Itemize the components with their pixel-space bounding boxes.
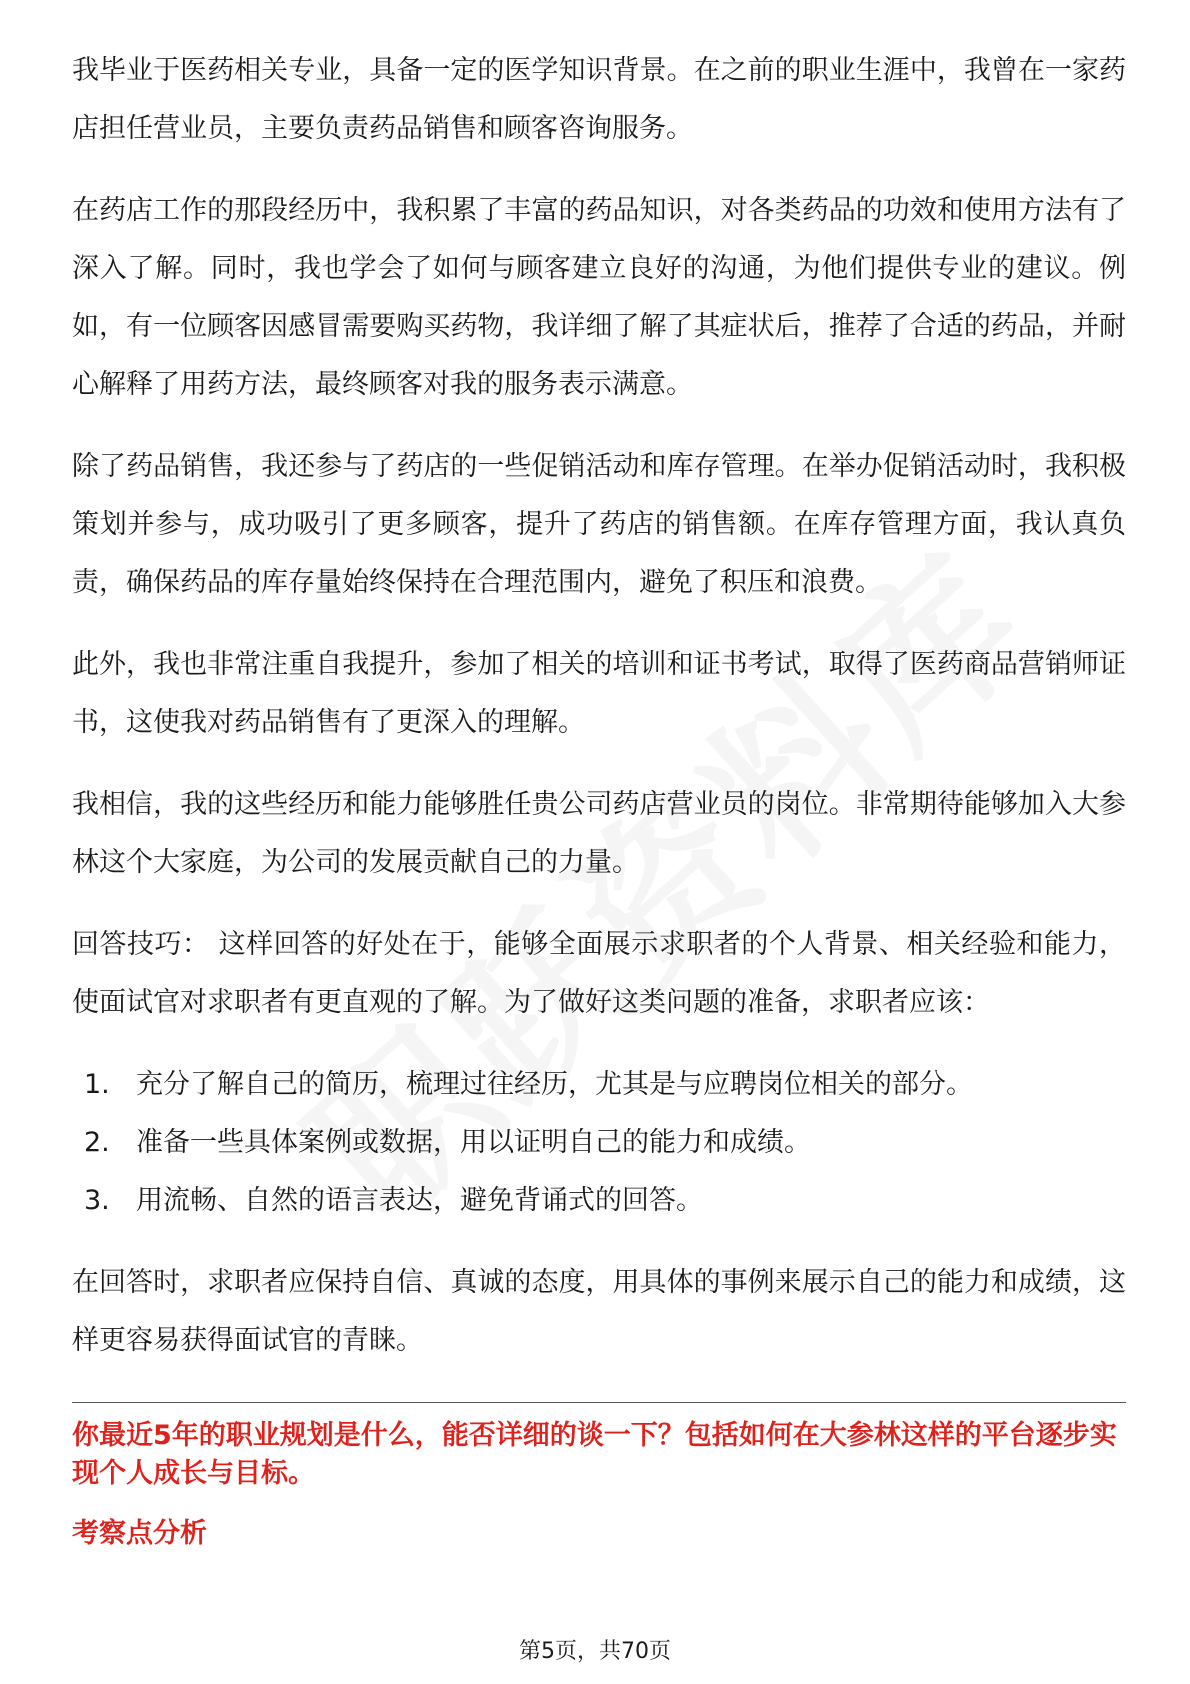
list-number: 2. xyxy=(84,1127,110,1158)
list-item xyxy=(72,1172,1126,1230)
interview-question: 你最近5年的职业规划是什么，能否详细的谈一下？包括如何在大参林这样的平台逐步实现个人成长与目标。 xyxy=(72,1420,1117,1489)
paragraph-closing: 在回答时，求职者应保持自信、真诚的态度，用具体的事例来展示自己的能力和成绩，这样更容易获得面试官的青睐。 xyxy=(72,1267,1126,1356)
page-number: 第5页，共70页 xyxy=(519,1639,671,1664)
document-page xyxy=(72,42,1126,1553)
list-item xyxy=(72,1114,1126,1172)
paragraph-promotion: 除了药品销售，我还参与了药店的一些促销活动和库存管理。在举办促销活动时，我积极策划并参与，成功吸引了更多顾客，提升了药店的销售额。在库存管理方面，我认真负责，确保药品的库存量始终保持在合理范围内，避免了积压和浪费。 xyxy=(72,451,1126,598)
paragraph-background: 我毕业于医药相关专业，具备一定的医学知识背景。在之前的职业生涯中，我曾在一家药店担任营业员，主要负责药品销售和顾客咨询服务。 xyxy=(72,55,1126,144)
section-divider xyxy=(72,1402,1126,1403)
list-number: 3. xyxy=(84,1185,110,1216)
paragraph-experience: 在药店工作的那段经历中，我积累了丰富的药品知识，对各类药品的功效和使用方法有了深入了解。同时，我也学会了如何与顾客建立良好的沟通，为他们提供专业的建议。例如，有一位顾客因感冒需要购买药物，我详细了解了其症状后，推荐了合适的药品，并耐心解释了用药方法，最终顾客对我的服务表示满意。 xyxy=(72,195,1126,400)
list-item xyxy=(72,1056,1126,1114)
list-text: 充分了解自己的简历，梳理过往经历，尤其是与应聘岗位相关的部分。 xyxy=(136,1069,973,1100)
tips-list xyxy=(72,1056,1126,1230)
list-text: 用流畅、自然的语言表达，避免背诵式的回答。 xyxy=(136,1185,703,1216)
paragraph-answer-tips: 回答技巧： 这样回答的好处在于，能够全面展示求职者的个人背景、相关经验和能力，使面试官对求职者有更直观的了解。为了做好这类问题的准备，求职者应该： xyxy=(72,929,1126,1018)
section-heading: 考察点分析 xyxy=(72,1518,207,1549)
paragraph-self-improvement: 此外，我也非常注重自我提升，参加了相关的培训和证书考试，取得了医药商品营销师证书，这使我对药品销售有了更深入的理解。 xyxy=(72,649,1126,738)
list-text: 准备一些具体案例或数据，用以证明自己的能力和成绩。 xyxy=(136,1127,811,1158)
paragraph-conclusion: 我相信，我的这些经历和能力能够胜任贵公司药店营业员的岗位。非常期待能够加入大参林这个大家庭，为公司的发展贡献自己的力量。 xyxy=(72,789,1126,878)
list-number: 1. xyxy=(84,1069,110,1100)
